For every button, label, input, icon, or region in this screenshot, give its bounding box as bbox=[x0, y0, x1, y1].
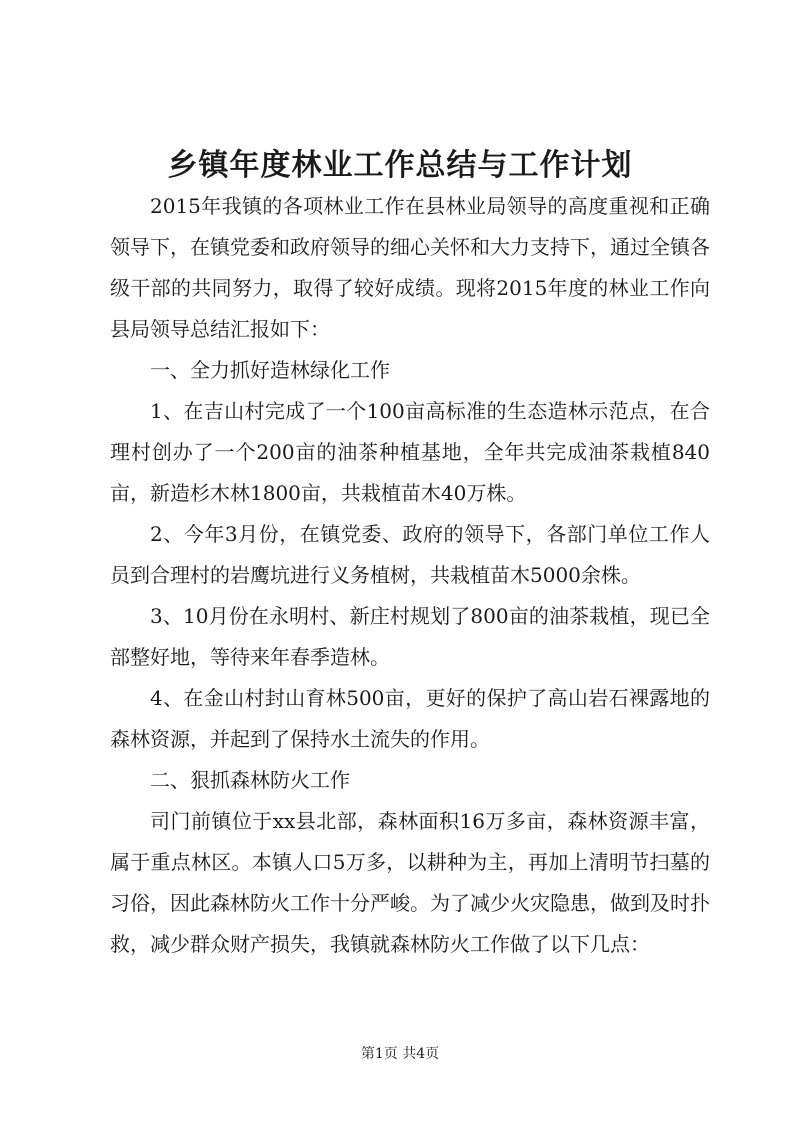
paragraph-item-4: 4、在金山村封山育林500亩，更好的保护了高山岩石裸露地的森林资源，并起到了保持水土流失的作用。 bbox=[110, 686, 710, 751]
page-footer: 第1页 共4页 bbox=[360, 1046, 440, 1062]
paragraph-item-2: 2、今年3月份，在镇党委、政府的领导下，各部门单位工作人员到合理村的岩鹰坑进行义务植树，共栽植苗木5000余株。 bbox=[110, 522, 710, 587]
page-title: 乡镇年度林业工作总结与工作计划 bbox=[167, 148, 633, 183]
paragraph-fire-prevention: 司门前镇位于xx县北部，森林面积16万多亩，森林资源丰富，属于重点林区。本镇人口5万多，以耕种为主，再加上清明节扫墓的习俗，因此森林防火工作十分严峻。为了减少火灾隐患，做到及时扑救，减少群众财产损失，我镇就森林防火工作做了以下几点： bbox=[110, 809, 710, 956]
section-heading-1: 一、全力抓好造林绿化工作 bbox=[150, 358, 390, 382]
section-heading-2: 二、狠抓森林防火工作 bbox=[150, 768, 350, 792]
paragraph-intro: 2015年我镇的各项林业工作在县林业局领导的高度重视和正确领导下，在镇党委和政府领导的细心关怀和大力支持下，通过全镇各级干部的共同努力，取得了较好成绩。现将2015年度的林业工作向县局领导总结汇报如下： bbox=[110, 194, 710, 341]
paragraph-item-3: 3、10月份在永明村、新庄村规划了800亩的油茶栽植，现已全部整好地，等待来年春季造林。 bbox=[110, 604, 710, 669]
document-body bbox=[110, 186, 710, 965]
paragraph-item-1: 1、在吉山村完成了一个100亩高标准的生态造林示范点，在合理村创办了一个200亩的油茶种植基地，全年共完成油茶栽植840亩，新造杉木林1800亩，共栽植苗木40万株。 bbox=[110, 399, 710, 505]
